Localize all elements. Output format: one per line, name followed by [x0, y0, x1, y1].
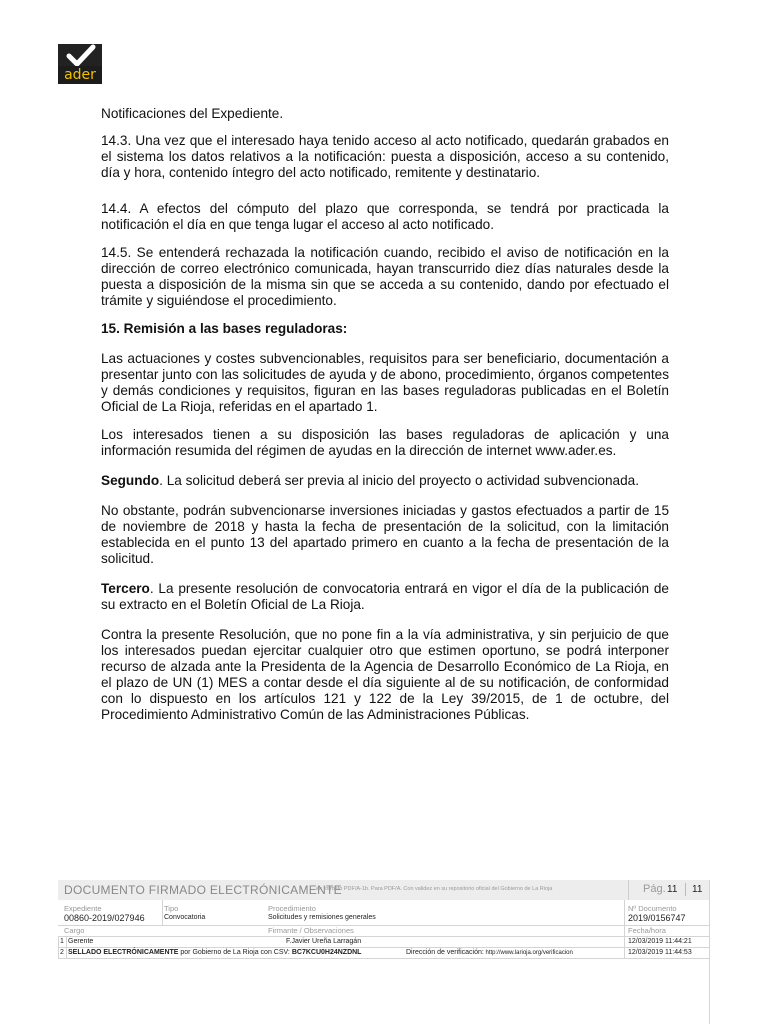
- paragraph: 14.3. Una vez que el interesado haya tenido acceso al acto notificado, quedarán grabados en el sistema los datos relativos a la notificación: puesta a disposición, acceso a su contenido, día y hora, contenido íntegro del acto notificado, remitente y destinatario.: [101, 133, 669, 180]
- page-separator: [685, 883, 686, 896]
- seal-bold-text: SELLADO ELECTRÓNICAMENTE: [68, 949, 179, 956]
- page-label: Pág.: [643, 883, 666, 895]
- section-heading-text: 15. Remisión a las bases reguladoras:: [101, 321, 348, 336]
- divider: [66, 936, 67, 959]
- page-number: 11: [667, 884, 678, 895]
- page-total: 11: [692, 884, 703, 895]
- paragraph: Notificaciones del Expediente.: [101, 106, 284, 121]
- stamp-title: DOCUMENTO FIRMADO ELECTRÓNICAMENTE: [64, 883, 342, 897]
- expediente-value: 00860-2019/027946: [64, 913, 145, 923]
- paragraph-segundo: [101, 473, 669, 489]
- stamp-edge-line: [709, 880, 710, 1024]
- expediente-label: Expediente: [64, 904, 102, 913]
- divider: [58, 936, 710, 937]
- checkmark-icon: [64, 44, 98, 68]
- divider: [58, 925, 710, 926]
- fecha-label: Fecha/hora: [628, 926, 666, 935]
- seal-text: [68, 949, 361, 956]
- verification-text: [406, 949, 573, 956]
- divider: [58, 947, 710, 948]
- signature-stamp: [58, 880, 710, 960]
- logo-text: ader: [58, 66, 102, 84]
- signer-date: 12/03/2019 11:44:21: [628, 938, 692, 945]
- tercero-label: Tercero: [101, 581, 150, 596]
- ndoc-value: 2019/0156747: [628, 913, 686, 923]
- paragraph: 14.4. A efectos del cómputo del plazo que corresponda, se tendrá por practicada la notificación el día en que tenga lugar el acceso al acto notificado.: [101, 201, 669, 232]
- csv-code: BC7KCU0H24NZDNL: [291, 949, 362, 956]
- verification-url[interactable]: http://www.larioja.org/verificacion: [483, 950, 573, 956]
- procedimiento-value: Solicitudes y remisiones generales: [268, 914, 376, 921]
- paragraph-tercero: [101, 581, 669, 613]
- paragraph: Las actuaciones y costes subvencionables, requisitos para ser beneficiario, documentación a presentar junto con las solicitudes de ayuda y de abono, procedimiento, órganos competentes y demás condiciones y requisitos, figuran en las bases reguladoras publicadas en el Boletín Oficial de La Rioja, referidas en el apartado 1.: [101, 351, 669, 414]
- tipo-value: Convocatoria: [164, 914, 206, 921]
- stamp-header: [58, 880, 710, 900]
- section-heading: [101, 321, 669, 337]
- document-body: [101, 106, 669, 723]
- ader-logo: [58, 44, 102, 84]
- divider: [58, 936, 59, 959]
- divider: [624, 900, 625, 959]
- paragraph: Contra la presente Resolución, que no pone fin a la vía administrativa, y sin perjuicio de que los interesados puedan ejercitar cualquier otro que estimen oportuno, se podrá interponer recurso de alzada ante la Presidenta de la Agencia de Desarrollo Económico de La Rioja, en el plazo de UN (1) MES a contar desde el día siguiente al de su notificación, de conformidad con lo dispuesto en los artículos 121 y 122 de la Ley 39/2015, de 1 de octubre, del Procedimiento Administrativo Común de las Administraciones Públicas.: [101, 627, 669, 722]
- paragraph: Los interesados tienen a su disposición las bases reguladoras de aplicación y una información resumida del régimen de ayudas en la dirección de internet www.ader.es.: [101, 427, 669, 458]
- stamp-legal-note: en formato PDF/A-1b. Para PDF/A. Con validez en su repositorio oficial del Gobierno de La Rioja: [316, 886, 553, 892]
- signer-number: 2: [60, 949, 64, 956]
- verification-label: Dirección de verificación:: [406, 949, 484, 956]
- seal-by-text: por Gobierno de La Rioja con CSV:: [178, 949, 292, 956]
- segundo-label: Segundo: [101, 473, 160, 488]
- ndoc-label: Nº Documento: [628, 904, 677, 913]
- seal-date: 12/03/2019 11:44:53: [628, 949, 692, 956]
- divider: [58, 958, 710, 959]
- signer-name: F.Javier Ureña Larragán: [286, 938, 362, 945]
- signer-cargo: Gerente: [68, 938, 94, 945]
- signer-number: 1: [60, 938, 64, 945]
- page-counter: [628, 880, 711, 900]
- divider: [162, 900, 163, 925]
- tipo-label: Tipo: [164, 904, 179, 913]
- procedimiento-label: Procedimiento: [268, 904, 316, 913]
- paragraph: No obstante, podrán subvencionarse inversiones iniciadas y gastos efectuados a partir de 15 de noviembre de 2018 y hasta la fecha de presentación de la solicitud, con la limitación establecida en el punto 13 del apartado primero en cuanto a la fecha de presentación de la solicitud.: [101, 503, 669, 566]
- segundo-text: . La solicitud deberá ser previa al inicio del proyecto o actividad subvencionada.: [159, 473, 639, 488]
- firmante-label: Firmante / Observaciones: [268, 926, 354, 935]
- tercero-text: . La presente resolución de convocatoria entrará en vigor el día de la publicación de su extracto en el Boletín Oficial de La Rioja.: [101, 581, 669, 612]
- cargo-label: Cargo: [64, 926, 85, 935]
- paragraph: 14.5. Se entenderá rechazada la notificación cuando, recibido el aviso de notificación en la dirección de correo electrónico comunicada, hayan transcurrido diez días naturales desde la puesta a disposición de la misma sin que se acceda a su contenido, dando por efectuado el trámite y siguiéndose el procedimiento.: [101, 245, 669, 308]
